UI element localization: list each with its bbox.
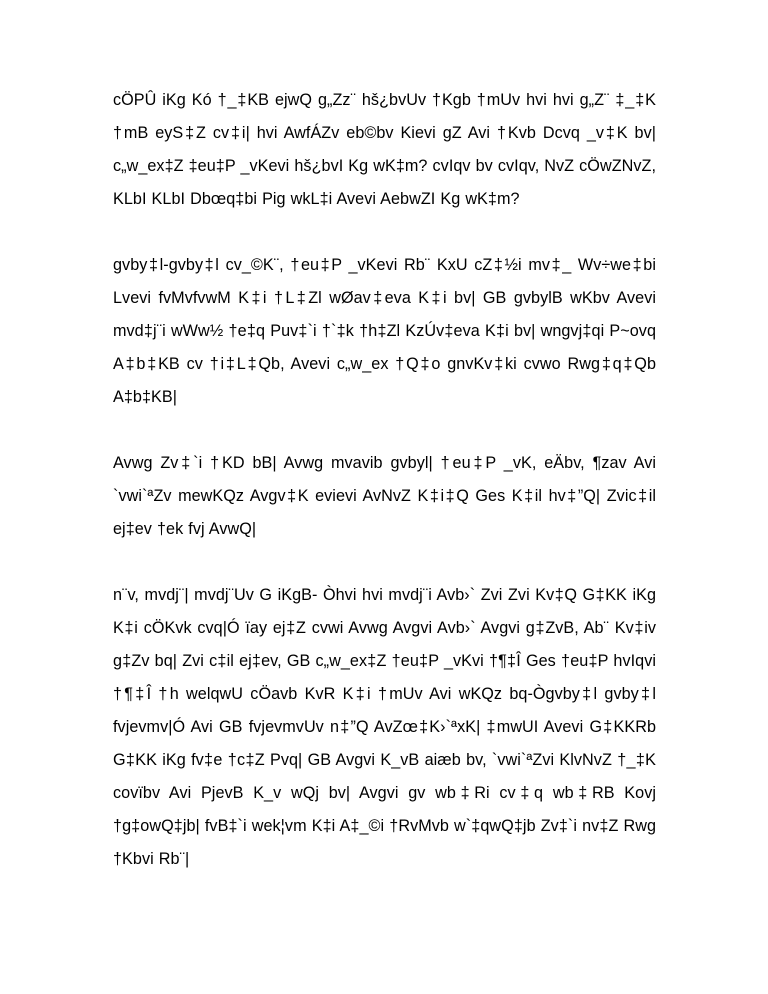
paragraph-4: n¨v, mvdj¨| mvdj¨Uv G iKgB- Òhvi hvi mvdj¨i Avb›` Zvi Zvi Kv‡Q G‡KK iKg K‡i cÖKvk cvq|Ó ïay ej‡Z cvwi Avwg Avgvi Avb›` Avgvi g‡ZvB, Ab¨ Kv‡iv g‡Zv bq| Zvi c‡il ej‡ev, GB c„w_ex‡Z †eu‡P _vKvi †¶‡Î Ges †eu‡P hvIqvi †¶‡Î †h welqwU cÖavb KvR K‡i †mUv Avi wKQz bq-Ògvby‡l gvby‡l fvjevmv|Ó Avi GB fvjevmvUv n‡”Q AvZœ‡K›`ªxK| ‡mwUI Avevi G‡KKRb G‡KK iKg fv‡e †c‡Z Pvq| GB Avgvi K_vB aiæb bv, `vwi`ªZvi KlvNvZ †_‡K covïbv Avi PjevB K_v wQj bv| Avgvi gv wb‡Ri cv‡q wb‡RB Kovj †g‡owQ‡jb| fvB‡`i wek¦vm K‡i A‡_©i †RvMvb w`‡qwQ‡jb Zv‡`i nv‡Z Rwg †Kbvi Rb¨|: [113, 586, 656, 868]
document-body: [113, 84, 656, 876]
paragraph-2: gvby‡l-gvby‡l cv_©K¨, †eu‡P _vKevi Rb¨ KxU cZ‡½i mv‡_ Wv÷we‡bi Lvevi fvMvfvwM K‡i †L‡Zl wØav‡eva K‡i bv| GB gvbylB wKbv Avevi mvd‡j¨i wWw½ †e‡q Puv‡`i †`‡k †h‡Zl KzÚv‡eva K‡i bv| wngvj‡qi P~ovq A‡b‡KB cv †i‡L‡Qb, Avevi c„w_ex †Q‡o gnvKv‡ki cvwo Rwg‡q‡Qb A‡b‡KB|: [113, 256, 656, 406]
paragraph-1: cÖPÛ iKg Kó †_‡KB ejwQ g„Zz¨ hš¿bvUv †Kgb †mUv hvi hvi g„Z¨ ‡_‡K †mB eyS‡Z cv‡i| hvi AwfÁZv eb©bv Kievi gZ Avi †Kvb Dcvq _v‡K bv| c„w_ex‡Z ‡eu‡P _vKevi hš¿bvI Kg wK‡m? cvIqv bv cvIqv, NvZ cÖwZNvZ, KLbI KLbI Dbœq‡bi Pig wkL‡i Avevi AebwZI Kg wK‡m?: [113, 91, 656, 208]
paragraph-3: Avwg Zv‡`i †KD bB| Avwg mvavib gvbyl| †eu‡P _vK, eÄbv, ¶zav Avi `vwi`ªZv mewKQz Avgv‡K evievi AvNvZ K‡i‡Q Ges K‡il hv‡”Q| Zvic‡il ej‡ev †ek fvj AvwQ|: [113, 454, 656, 538]
